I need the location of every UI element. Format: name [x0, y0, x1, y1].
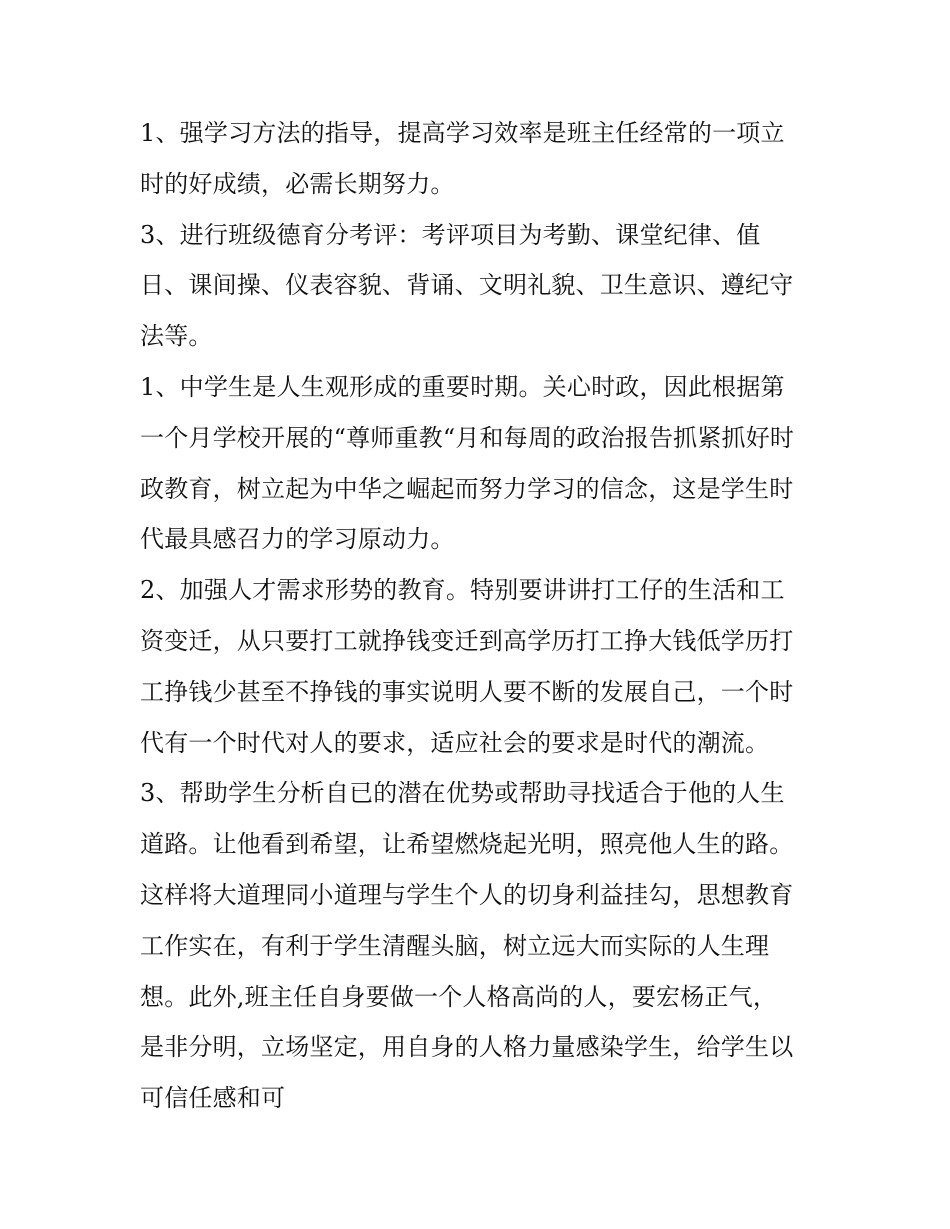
text-line: 代有一个时代对人的要求，适应社会的要求是时代的潮流。	[140, 728, 770, 757]
text-line: 一个月学校开展的“尊师重教“月和每周的政治报告抓紧抓好时	[140, 423, 795, 452]
text-line: 资变迁，从只要打工就挣钱变迁到高学历打工挣大钱低学历打	[140, 626, 794, 655]
text-line: 可信任感和可	[140, 1084, 286, 1113]
text-line: 2、加强人才需求形势的教育。特别要讲讲打工仔的生活和工	[140, 576, 785, 605]
text-line: 工作实在，有利于学生清醒头脑，树立远大而实际的人生理	[140, 931, 770, 960]
text-line: 1、强学习方法的指导，提高学习效率是班主任经常的一项立	[140, 119, 785, 147]
text-line: 工挣钱少甚至不挣钱的事实说明人要不断的发展自己，一个时	[140, 677, 794, 706]
text-line: 日、课间操、仪表容貌、背诵、文明礼貌、卫生意识、遵纪守	[140, 271, 794, 300]
text-line: 这样将大道理同小道理与学生个人的切身利益挂勾，思想教育	[140, 880, 794, 909]
text-line: 是非分明，立场坚定，用自身的人格力量感染学生，给学生以	[140, 1033, 794, 1062]
text-line: 政教育，树立起为中华之崛起而努力学习的信念，这是学生时	[140, 474, 794, 503]
text-line: 代最具感召力的学习原动力。	[140, 525, 455, 554]
text-line: 道路。让他看到希望，让希望燃烧起光明，照亮他人生的路。	[140, 830, 794, 859]
text-line: 1、中学生是人生观形成的重要时期。关心时政，因此根据第	[140, 372, 785, 401]
text-line: 3、进行班级德育分考评：考评项目为考勤、课堂纪律、值	[140, 220, 761, 249]
text-line: 想。此外,班主任自身要做一个人格高尚的人，要宏杨正气，	[140, 982, 778, 1011]
document-body	[140, 108, 820, 1124]
text-line: 法等。	[140, 322, 213, 351]
text-line: 3、帮助学生分析自已的潜在优势或帮助寻找适合于他的人生	[140, 779, 785, 808]
text-line: 时的好成绩，必需长期努力。	[140, 169, 455, 198]
